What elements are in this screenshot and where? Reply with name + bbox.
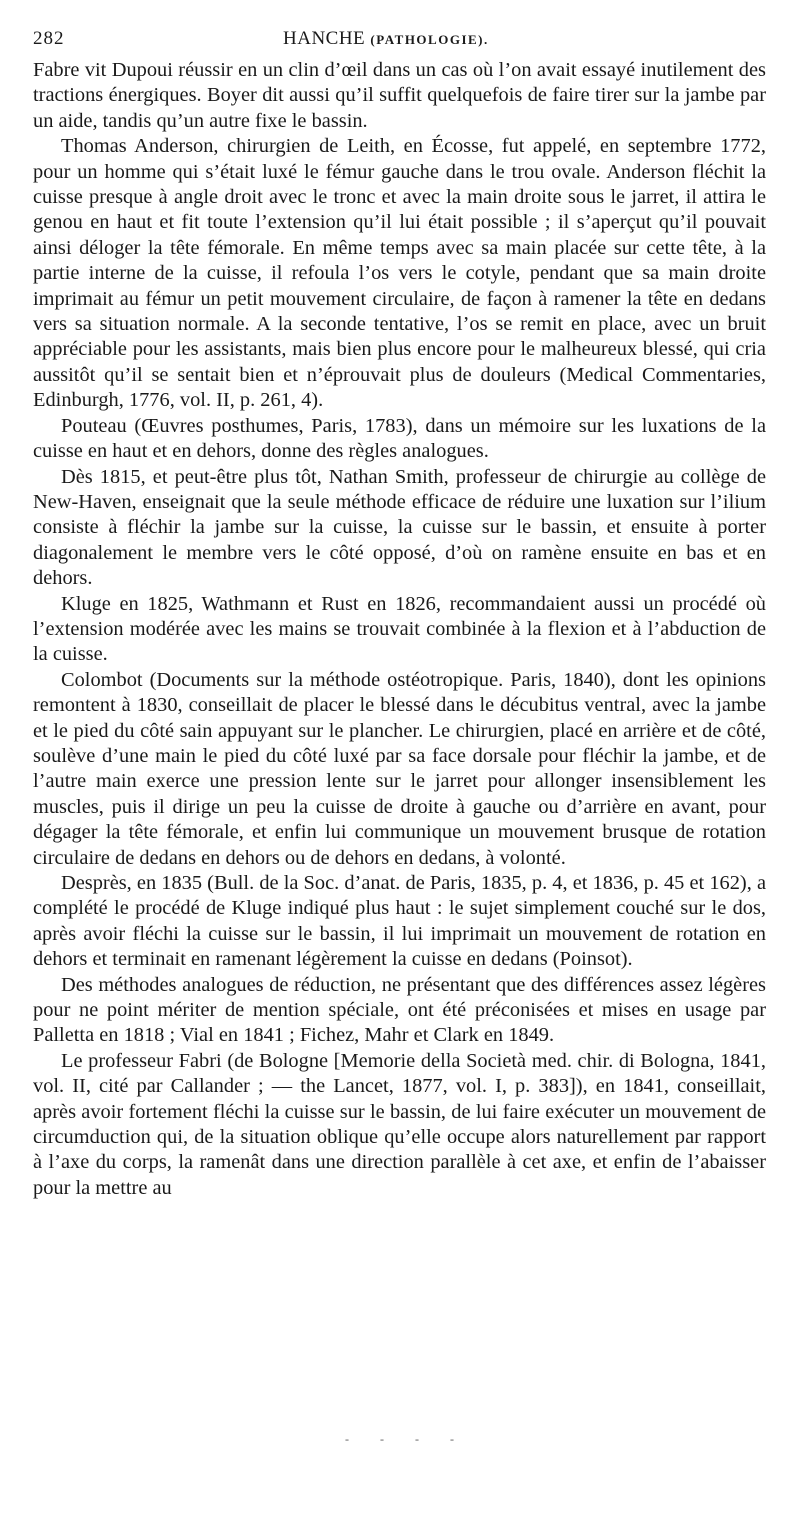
paragraph: Dès 1815, et peut-être plus tôt, Nathan Smith, professeur de chirurgie au collège de New-Haven, enseignait que la seule méthode efficace de réduire une luxation sur l’ilium consiste à fléchir la jambe sur la cuisse, la cuisse sur le bassin, et ensuite à porter diagonalement le membre vers le côté opposé, d’où on ramène ensuite en bas et en dehors.: [33, 465, 766, 590]
footer-marks: - - - -: [345, 1432, 468, 1446]
page-header: [33, 28, 766, 54]
paragraph: Thomas Anderson, chirurgien de Leith, en Écosse, fut appelé, en septembre 1772, pour un homme qui s’était luxé le fémur gauche dans le trou ovale. Anderson fléchit la cuisse presque à angle droit avec le tronc et avec la main droite sous le jarret, il attira le genou en haut et fit toute l’extension qu’il lui était possible ; il s’aperçut qu’il pouvait ainsi déloger la tête fémorale. En même temps avec sa main placée sur cette tête, à la partie interne de la cuisse, il refoula l’os vers le cotyle, pendant que sa main droite imprimait au fémur un petit mouvement circulaire, de façon à ramener la tête en dedans vers sa situation normale. A la seconde tentative, l’os se remit en place, avec un bruit appréciable pour les assistants, mais bien plus encore pour le malheureux blessé, qui cria aussitôt qu’il se sentait bien et n’éprouvait plus de douleurs (Medical Commentaries, Edinburgh, 1776, vol. II, p. 261, 4).: [33, 135, 766, 412]
paragraph: Le professeur Fabri (de Bologne [Memorie della Società med. chir. di Bologna, 1841, vol. II, cité par Callander ; — the Lancet, 1877, vol. I, p. 383]), en 1841, conseillait, après avoir fortement fléchi la cuisse sur le bassin, de lui faire exécuter un mouvement de circumduction qui, de la situation oblique qu’elle occupe alors naturellement par rapport à l’axe du corps, la ramenât dans une direction parallèle à cet axe, et enfin de l’abaisser pour la mettre au: [33, 1049, 766, 1199]
paragraph: Kluge en 1825, Wathmann et Rust en 1826, recommandaient aussi un procédé où l’extension modérée avec les mains se trouvait combinée à la flexion et à l’abduction de la cuisse.: [33, 592, 766, 666]
paragraph: Fabre vit Dupoui réussir en un clin d’œil dans un cas où l’on avait essayé inutilement des tractions énergiques. Boyer dit aussi qu’il suffit quelquefois de faire tirer sur la jambe par un aide, tandis qu’un autre fixe le bassin.: [33, 59, 766, 132]
running-head: [283, 28, 766, 50]
running-head-subtitle: (PATHOLOGIE).: [370, 32, 489, 47]
paragraph: Des méthodes analogues de réduction, ne présentant que des différences assez légères pour ne point mériter de mention spéciale, ont été préconisées et mises en usage par Palletta en 1818 ; Vial en 1841 ; Fichez, Mahr et Clark en 1849.: [33, 973, 766, 1047]
running-head-title: HANCHE: [283, 28, 366, 49]
paragraph: Colombot (Documents sur la méthode ostéotropique. Paris, 1840), dont les opinions remontent à 1830, conseillait de placer le blessé dans le décubitus ventral, avec la jambe et le pied du côté sain appuyant sur le plancher. Le chirurgien, placé en arrière et de côté, soulève d’une main le pied du côté luxé par sa face dorsale pour fléchir la jambe, et de l’autre main exerce une pression lente sur le jarret pour allonger insensiblement les muscles, puis il dirige un peu la cuisse de droite à gauche ou d’arrière en avant, pour dégager la tête fémorale, et enfin lui communique un mouvement brusque de rotation circulaire de dedans en dehors ou de dehors en dedans, à volonté.: [33, 668, 766, 869]
body-text: [33, 58, 766, 1201]
paragraph: Pouteau (Œuvres posthumes, Paris, 1783), dans un mémoire sur les luxations de la cuisse en haut et en dehors, donne des règles analogues.: [33, 414, 766, 463]
paragraph: Desprès, en 1835 (Bull. de la Soc. d’anat. de Paris, 1835, p. 4, et 1836, p. 45 et 162), a complété le procédé de Kluge indiqué plus haut : le sujet simplement couché sur le dos, après avoir fléchi la cuisse sur le bassin, il lui imprimait un mouvement de rotation en dehors et terminait en ramenant légèrement la cuisse en dedans (Poinsot).: [33, 872, 766, 971]
document-page: [33, 28, 766, 1201]
page-number: 282: [33, 28, 65, 49]
